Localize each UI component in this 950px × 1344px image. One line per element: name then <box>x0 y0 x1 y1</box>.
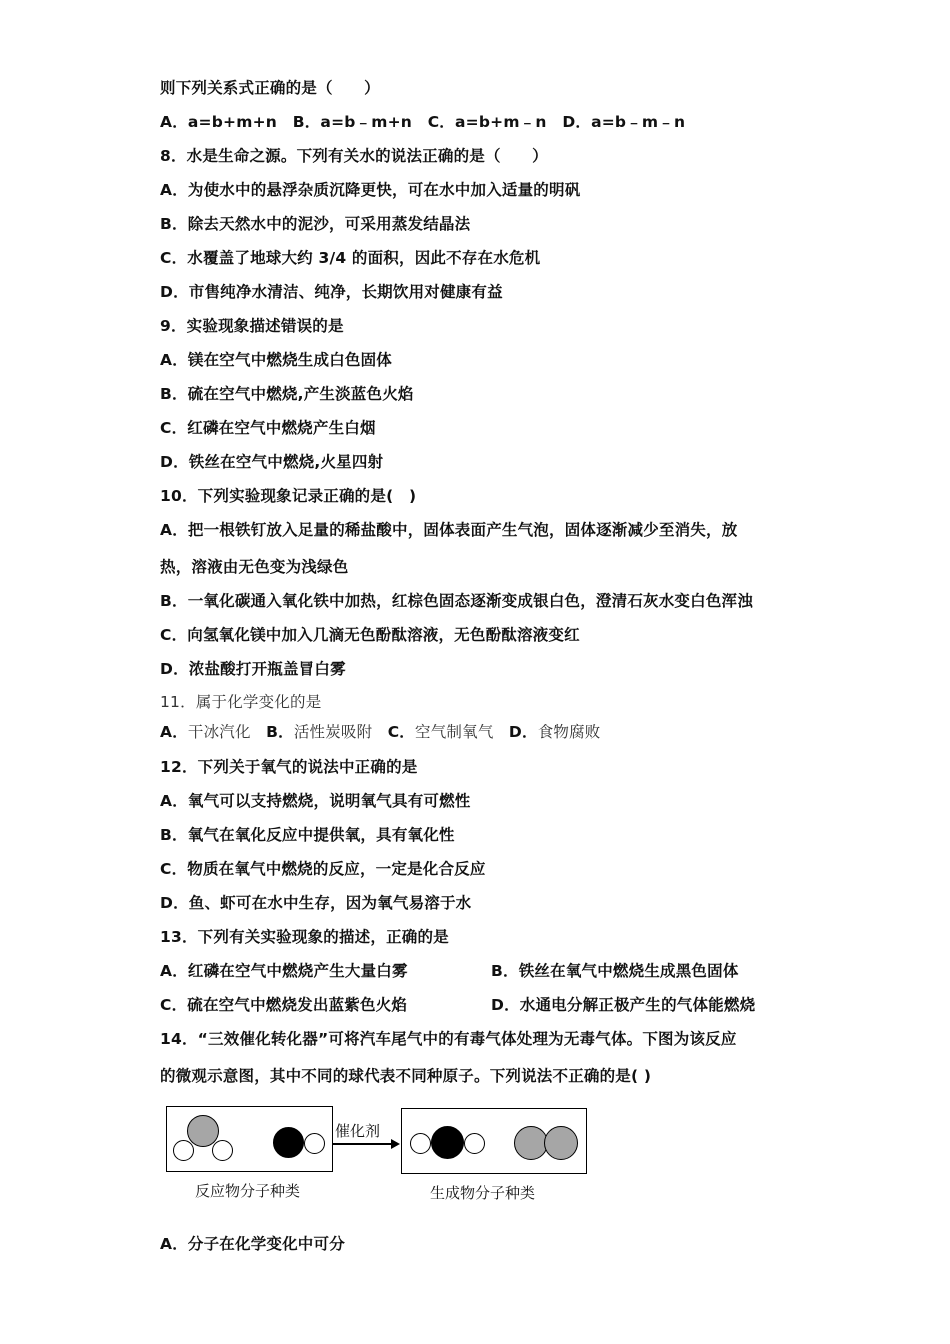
question-7-options: A．a=b+m+n B．a=b﹣m+n C．a=b+m﹣n D．a=b﹣m﹣n <box>160 113 686 131</box>
question-9-stem: 9．实验现象描述错误的是 <box>160 317 344 335</box>
white-atom <box>304 1133 325 1154</box>
product-caption: 生成物分子种类 <box>430 1184 536 1202</box>
reactant-caption: 反应物分子种类 <box>195 1182 301 1200</box>
question-11-option-c-label: C． <box>387 723 416 741</box>
question-10-option-a-line2: 热，溶液由无色变为浅绿色 <box>160 558 349 576</box>
question-14-option-a: A．分子在化学变化中可分 <box>160 1235 345 1253</box>
question-9-option-a: A．镁在空气中燃烧生成白色固体 <box>160 351 392 369</box>
question-8-option-c: C．水覆盖了地球大约 3/4 的面积，因此不存在水危机 <box>160 249 541 267</box>
question-11-option-a-label: A． <box>160 723 188 741</box>
question-13-stem: 13．下列有关实验现象的描述，正确的是 <box>160 928 449 946</box>
question-10-option-a-line1: A．把一根铁钉放入足量的稀盐酸中，固体表面产生气泡，固体逐渐减少至消失，放 <box>160 521 738 539</box>
question-11-option-b-label: B． <box>266 723 294 741</box>
white-atom <box>173 1140 194 1161</box>
question-9-option-d: D．铁丝在空气中燃烧,火星四射 <box>160 453 384 471</box>
question-12-option-c: C．物质在氧气中燃烧的反应，一定是化合反应 <box>160 860 486 878</box>
gray-atom <box>544 1126 578 1160</box>
catalyst-label: 催化剂 <box>335 1122 381 1140</box>
question-11-stem: 11．属于化学变化的是 <box>160 693 322 711</box>
white-atom <box>410 1133 431 1154</box>
product-box <box>401 1108 587 1174</box>
question-8-option-d: D．市售纯净水清洁、纯净，长期饮用对健康有益 <box>160 283 503 301</box>
question-9-option-b: B．硫在空气中燃烧,产生淡蓝色火焰 <box>160 385 414 403</box>
question-13-option-b: B．铁丝在氧气中燃烧生成黑色固体 <box>491 962 739 980</box>
question-12-option-d: D．鱼、虾可在水中生存，因为氧气易溶于水 <box>160 894 472 912</box>
question-9-option-c: C．红磷在空气中燃烧产生白烟 <box>160 419 376 437</box>
question-7-stem-tail: 则下列关系式正确的是（ ） <box>160 79 380 97</box>
question-11-option-c-text: 空气制氧气 <box>415 723 494 741</box>
white-atom <box>212 1140 233 1161</box>
black-atom <box>431 1126 464 1159</box>
question-10-option-b: B．一氧化碳通入氧化铁中加热，红棕色固态逐渐变成银白色，澄清石灰水变白色浑浊 <box>160 592 753 610</box>
reaction-arrow <box>333 1143 391 1145</box>
question-12-stem: 12．下列关于氧气的说法中正确的是 <box>160 758 418 776</box>
question-13-option-d: D．水通电分解正极产生的气体能燃烧 <box>491 996 756 1014</box>
question-10-option-d: D．浓盐酸打开瓶盖冒白雾 <box>160 660 346 678</box>
question-10-option-c: C．向氢氧化镁中加入几滴无色酚酞溶液，无色酚酞溶液变红 <box>160 626 580 644</box>
question-10-stem: 10．下列实验现象记录正确的是( ) <box>160 487 417 505</box>
question-11-option-a-text: 干冰汽化 <box>187 723 251 741</box>
gray-atom <box>514 1126 548 1160</box>
question-11-option-d-label: D． <box>508 723 538 741</box>
black-atom <box>273 1127 304 1158</box>
question-14-stem-line2: 的微观示意图，其中不同的球代表不同种原子。下列说法不正确的是( ) <box>160 1067 652 1085</box>
question-8-stem: 8．水是生命之源。下列有关水的说法正确的是（ ） <box>160 147 548 165</box>
arrow-head-icon <box>391 1139 400 1149</box>
question-11-options <box>160 722 601 742</box>
question-11-option-d-text: 食物腐败 <box>537 723 601 741</box>
question-12-option-a: A．氧气可以支持燃烧，说明氧气具有可燃性 <box>160 792 471 810</box>
question-13-option-a: A．红磷在空气中燃烧产生大量白雾 <box>160 962 408 980</box>
question-13-option-c: C．硫在空气中燃烧发出蓝紫色火焰 <box>160 996 408 1014</box>
question-12-option-b: B．氧气在氧化反应中提供氧，具有氧化性 <box>160 826 455 844</box>
question-8-option-b: B．除去天然水中的泥沙，可采用蒸发结晶法 <box>160 215 471 233</box>
question-8-option-a: A．为使水中的悬浮杂质沉降更快，可在水中加入适量的明矾 <box>160 181 581 199</box>
white-atom <box>464 1133 485 1154</box>
question-14-stem-line1: 14．“三效催化转化器”可将汽车尾气中的有毒气体处理为无毒气体。下图为该反应 <box>160 1030 737 1048</box>
question-11-option-b-text: 活性炭吸附 <box>293 723 373 741</box>
reactant-box <box>166 1106 333 1172</box>
